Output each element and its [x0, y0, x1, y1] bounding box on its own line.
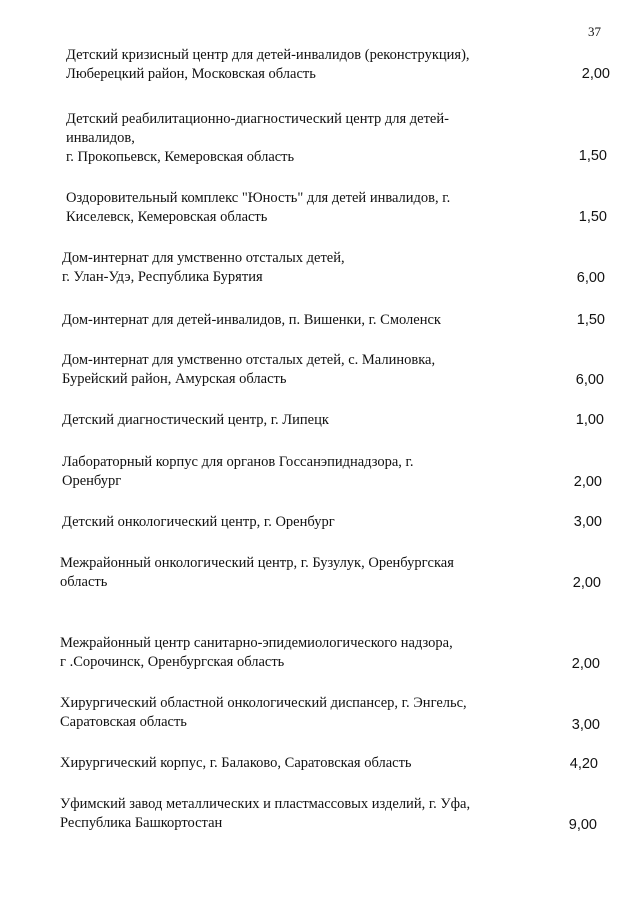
entry-value: 1,00 — [575, 412, 604, 428]
entry-value: 2,00 — [571, 656, 600, 672]
entry-text: Оздоровительный комплекс "Юность" для детей инвалидов, г. Киселевск, Кемеровская область — [66, 190, 451, 225]
entry-value: 1,50 — [576, 312, 605, 328]
entry-value: 1,50 — [578, 148, 607, 164]
entry-text: Детский диагностический центр, г. Липецк — [62, 412, 329, 428]
page-number: 37 — [588, 24, 601, 39]
entry-value: 1,50 — [578, 209, 607, 225]
entry-text: Хирургический областной онкологический диспансер, г. Энгельс, Саратовская область — [60, 695, 467, 730]
entry-value: 3,00 — [573, 514, 602, 530]
entry-value: 3,00 — [571, 717, 600, 733]
entry-value: 6,00 — [575, 372, 604, 388]
entry-text: Дом-интернат для умственно отсталых детей, с. Малиновка, Бурейский район, Амурская область — [62, 352, 436, 387]
entry-value: 2,00 — [573, 474, 602, 490]
entry-text: Межрайонный онкологический центр, г. Бузулук, Оренбургская область — [60, 555, 454, 590]
entry-text: Детский онкологический центр, г. Оренбург — [62, 514, 335, 530]
entry-value: 4,20 — [569, 756, 598, 772]
entry-text: Межрайонный центр санитарно-эпидемиологического надзора, г .Сорочинск, Оренбургская область — [60, 635, 453, 670]
entry-value: 6,00 — [576, 270, 605, 286]
entry-value: 2,00 — [581, 66, 610, 82]
entry-text: Дом-интернат для детей-инвалидов, п. Вишенки, г. Смоленск — [62, 312, 441, 328]
entry-text: Дом-интернат для умственно отсталых детей, г. Улан-Удэ, Республика Бурятия — [62, 250, 345, 285]
entry-text: Хирургический корпус, г. Балаково, Саратовская область — [60, 755, 412, 771]
entry-text: Детский кризисный центр для детей-инвалидов (реконструкция), Люберецкий район, Московская область — [66, 47, 470, 82]
entry-text: Лабораторный корпус для органов Госсанэпиднадзора, г. Оренбург — [62, 454, 414, 489]
entry-text: Уфимский завод металлических и пластмассовых изделий, г. Уфа, Республика Башкортостан — [60, 796, 471, 831]
entry-value: 9,00 — [568, 817, 597, 833]
entry-text: Детский реабилитационно-диагностический центр для детей- инвалидов, г. Прокопьевск, Кемеровская область — [66, 111, 449, 165]
entry-value: 2,00 — [572, 575, 601, 591]
